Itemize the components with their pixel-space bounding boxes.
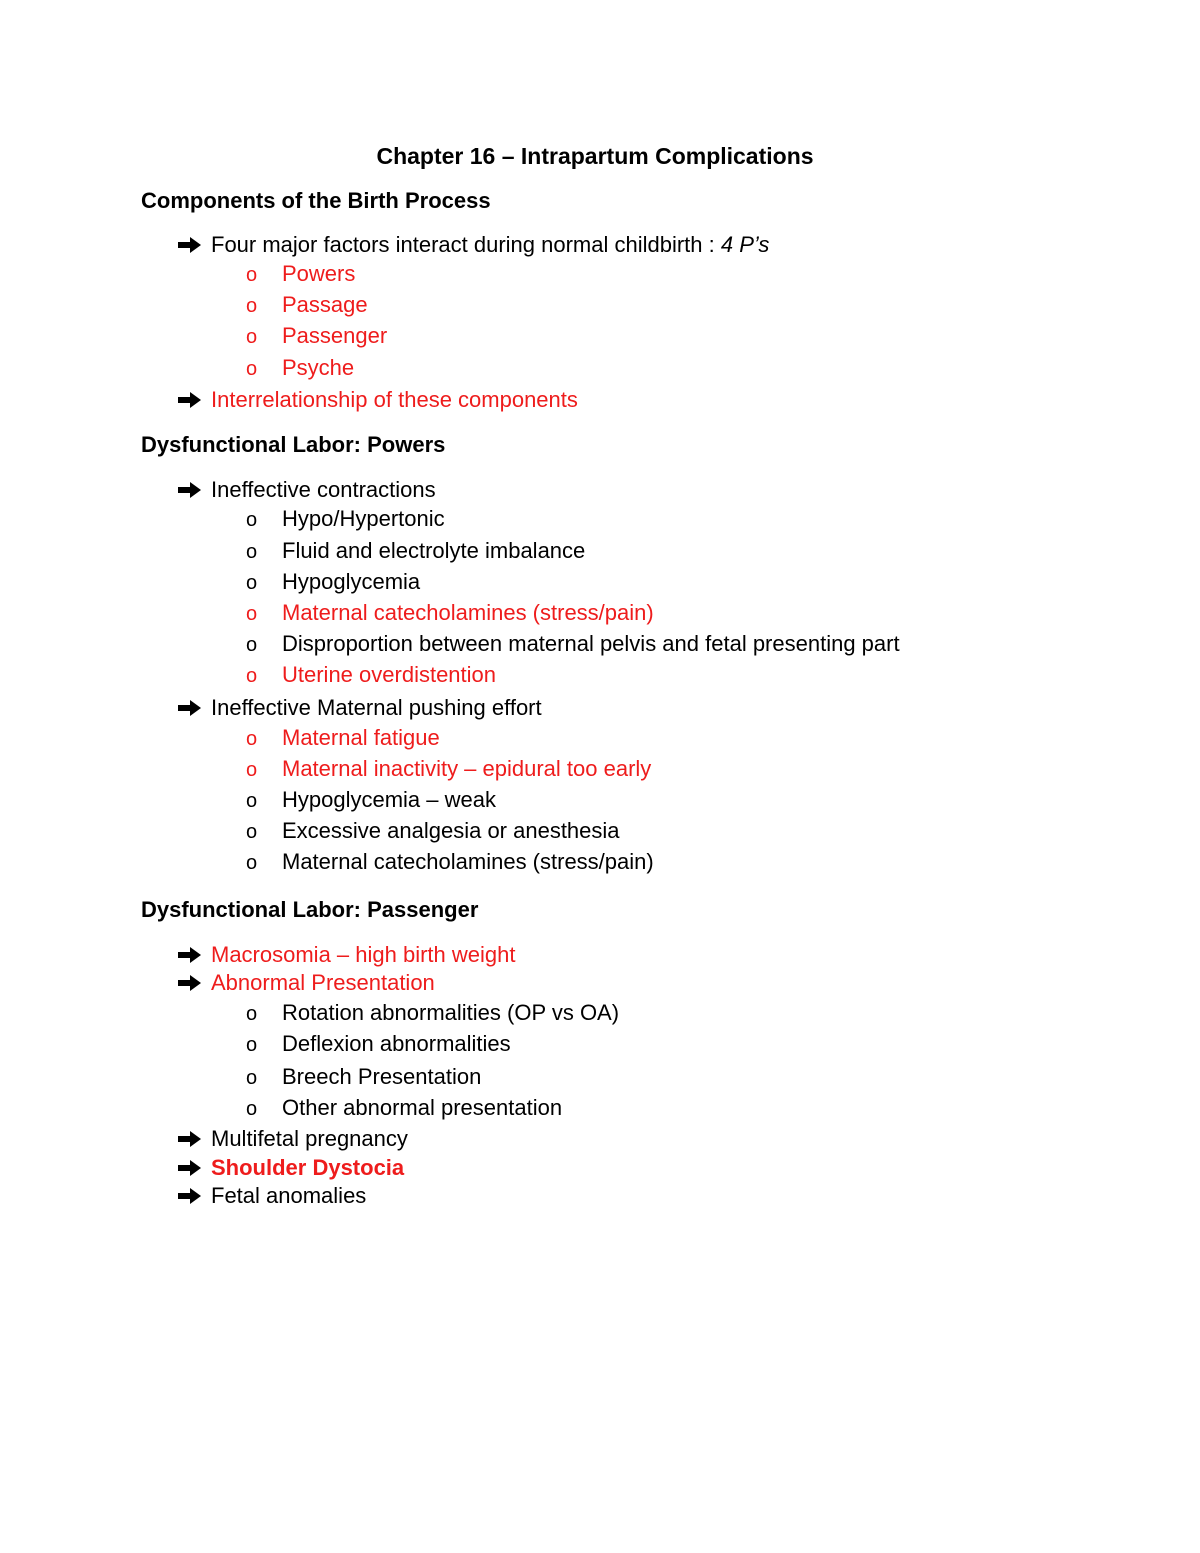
page-title: Chapter 16 – Intrapartum Complications — [376, 143, 814, 169]
sub-item-text: Hypo/Hypertonic — [282, 506, 445, 531]
item-text: Ineffective Maternal pushing effort — [211, 695, 542, 720]
sub-bullet-icon: o — [246, 821, 258, 843]
sub-item-text: Passenger — [282, 323, 388, 348]
sub-item-text: Rotation abnormalities (OP vs OA) — [282, 1000, 620, 1025]
sub-item-text: Uterine overdistention — [282, 662, 497, 687]
sub-list-item — [246, 848, 654, 877]
sub-bullet-icon: o — [246, 1067, 258, 1089]
section-heading-passenger: Dysfunctional Labor: Passenger — [141, 897, 479, 922]
list-item — [176, 386, 578, 414]
sub-item-text: Maternal inactivity – epidural too early — [282, 756, 652, 781]
sub-list-item — [246, 1030, 511, 1059]
list-item — [176, 941, 515, 969]
arrow-bullet-icon — [176, 699, 202, 717]
sub-list-item — [246, 755, 651, 784]
sub-item-text: Psyche — [282, 355, 355, 380]
sub-item-text: Maternal catecholamines (stress/pain) — [282, 600, 654, 625]
sub-bullet-icon: o — [246, 603, 258, 625]
item-text: Multifetal pregnancy — [211, 1126, 408, 1151]
sub-bullet-icon: o — [246, 1003, 258, 1025]
arrow-bullet-icon — [176, 946, 202, 964]
item-text-italic: 4 P’s — [720, 232, 770, 257]
sub-item-text: Deflexion abnormalities — [282, 1031, 511, 1056]
arrow-bullet-icon — [176, 236, 202, 254]
sub-list-item — [246, 817, 620, 846]
sub-item-text: Excessive analgesia or anesthesia — [282, 818, 620, 843]
sub-bullet-icon: o — [246, 665, 258, 687]
sub-bullet-icon: o — [246, 1098, 258, 1120]
sub-list-item — [246, 322, 387, 351]
sub-item-text: Fluid and electrolyte imbalance — [282, 538, 586, 563]
sub-item-text: Hypoglycemia — [282, 569, 421, 594]
item-text: Ineffective contractions — [211, 477, 436, 502]
sub-bullet-icon: o — [246, 759, 258, 781]
sub-item-text: Breech Presentation — [282, 1064, 482, 1089]
sub-bullet-icon: o — [246, 634, 258, 656]
sub-list-item — [246, 999, 619, 1028]
section-heading-birth-process: Components of the Birth Process — [141, 188, 491, 213]
sub-item-text: Disproportion between maternal pelvis and fetal presenting part — [282, 631, 900, 656]
sub-bullet-icon: o — [246, 728, 258, 750]
sub-item-text: Hypoglycemia – weak — [282, 787, 496, 812]
item-text: Four major factors interact during normal childbirth : — [211, 232, 721, 257]
sub-bullet-icon: o — [246, 264, 258, 286]
item-text: Fetal anomalies — [211, 1183, 367, 1208]
sub-bullet-icon: o — [246, 852, 258, 874]
sub-list-item — [246, 1063, 481, 1092]
item-text: Shoulder Dystocia — [211, 1155, 405, 1180]
list-item — [176, 476, 436, 504]
sub-bullet-icon: o — [246, 790, 258, 812]
sub-item-text: Maternal catecholamines (stress/pain) — [282, 849, 654, 874]
list-item — [176, 1125, 408, 1153]
sub-list-item — [246, 291, 368, 320]
item-text: Macrosomia – high birth weight — [211, 942, 516, 967]
item-text: Interrelationship of these components — [211, 387, 578, 412]
sub-list-item — [246, 354, 354, 383]
sub-list-item — [246, 260, 355, 289]
sub-list-item — [246, 724, 440, 753]
sub-list-item — [246, 537, 585, 566]
sub-bullet-icon: o — [246, 1034, 258, 1056]
arrow-bullet-icon — [176, 391, 202, 409]
sub-list-item — [246, 505, 445, 534]
sub-bullet-icon: o — [246, 358, 258, 380]
sub-bullet-icon: o — [246, 572, 258, 594]
list-item — [176, 231, 769, 259]
sub-bullet-icon: o — [246, 326, 258, 348]
sub-item-text: Passage — [282, 292, 368, 317]
sub-item-text: Maternal fatigue — [282, 725, 440, 750]
arrow-bullet-icon — [176, 1130, 202, 1148]
sub-bullet-icon: o — [246, 295, 258, 317]
sub-list-item — [246, 630, 900, 659]
sub-list-item — [246, 1094, 562, 1123]
section-heading-powers: Dysfunctional Labor: Powers — [141, 432, 446, 457]
sub-item-text: Other abnormal presentation — [282, 1095, 563, 1120]
sub-item-text: Powers — [282, 261, 356, 286]
list-item — [176, 1182, 366, 1210]
arrow-bullet-icon — [176, 1187, 202, 1205]
sub-bullet-icon: o — [246, 509, 258, 531]
arrow-bullet-icon — [176, 1159, 202, 1177]
sub-list-item — [246, 568, 420, 597]
sub-bullet-icon: o — [246, 541, 258, 563]
list-item — [176, 694, 542, 722]
sub-list-item — [246, 661, 496, 690]
sub-list-item — [246, 786, 496, 815]
arrow-bullet-icon — [176, 481, 202, 499]
arrow-bullet-icon — [176, 974, 202, 992]
item-text: Abnormal Presentation — [211, 970, 435, 995]
list-item — [176, 1154, 404, 1182]
list-item — [176, 969, 435, 997]
sub-list-item — [246, 599, 654, 628]
